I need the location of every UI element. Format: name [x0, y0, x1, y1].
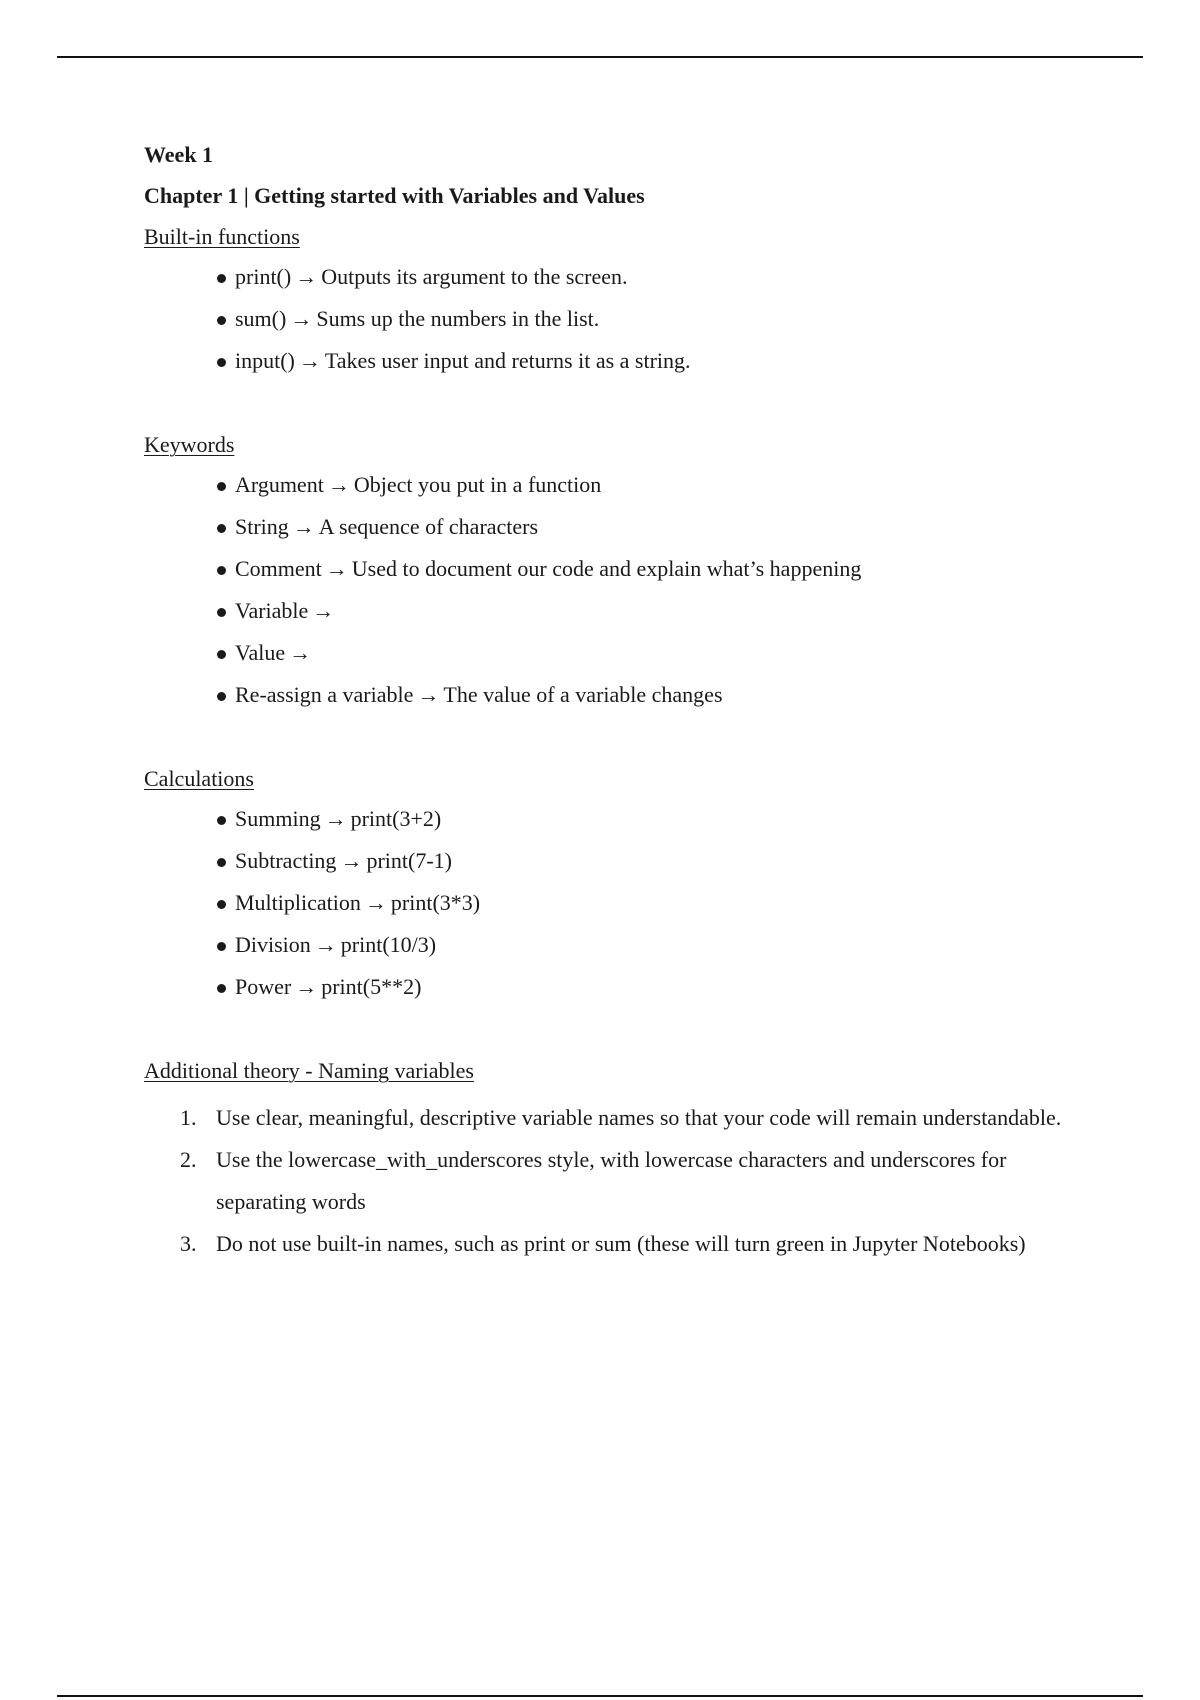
list-item [144, 804, 1104, 846]
item-description: Used to document our code and explain what’s happening [351, 556, 862, 581]
arrow-icon: → [295, 264, 318, 289]
chapter-heading: Chapter 1 | Getting started with Variables and Values [144, 183, 645, 208]
bottom-rule [57, 1695, 1143, 1697]
naming-list [144, 1097, 1104, 1265]
arrow-icon: → [290, 306, 313, 331]
calculations-list [144, 804, 1104, 1014]
list-item [144, 930, 1104, 972]
item-description: print(7-1) [366, 848, 452, 873]
numbered-item [144, 1223, 1076, 1265]
item-number: 3. [180, 1231, 197, 1256]
item-term: Re-assign a variable [235, 682, 414, 707]
item-term: Power [235, 974, 292, 999]
list-item [144, 846, 1104, 888]
document-body [144, 140, 1104, 1265]
arrow-icon: → [292, 514, 315, 539]
naming-title: Additional theory - Naming variables [144, 1058, 474, 1083]
item-term: Subtracting [235, 848, 337, 873]
item-text: Do not use built-in names, such as print or sum (these will turn green in Jupyter Notebooks) [216, 1231, 1026, 1256]
list-item [144, 512, 1104, 554]
list-item [144, 262, 1104, 304]
builtins-title: Built-in functions [144, 224, 300, 249]
item-term: String [235, 514, 289, 539]
list-item [144, 680, 1104, 722]
bullet-icon [217, 650, 226, 659]
bullet-icon [217, 900, 226, 909]
item-term: Argument [235, 472, 324, 497]
bullet-icon [217, 316, 226, 325]
numbered-item [144, 1139, 1076, 1223]
list-item [144, 554, 1104, 596]
bullet-icon [217, 358, 226, 367]
bullet-icon [217, 692, 226, 701]
builtins-section [144, 222, 1104, 388]
item-term: Summing [235, 806, 321, 831]
item-text: Use the lowercase_with_underscores style, with lowercase characters and underscores for separating words [216, 1147, 1007, 1214]
arrow-icon: → [324, 806, 347, 831]
arrow-icon: → [312, 598, 335, 623]
calculations-title: Calculations [144, 766, 254, 791]
list-item [144, 888, 1104, 930]
item-term: print() [235, 264, 292, 289]
top-rule [57, 56, 1143, 58]
arrow-icon: → [325, 556, 348, 581]
list-item [144, 304, 1104, 346]
calculations-section [144, 764, 1104, 1014]
item-term: Multiplication [235, 890, 361, 915]
item-term: Value [235, 640, 286, 665]
arrow-icon: → [340, 848, 363, 873]
arrow-icon: → [289, 640, 312, 665]
keywords-title: Keywords [144, 432, 235, 457]
item-term: Variable [235, 598, 309, 623]
item-description: A sequence of characters [318, 514, 539, 539]
item-description: Outputs its argument to the screen. [321, 264, 628, 289]
bullet-icon [217, 942, 226, 951]
numbered-item [144, 1097, 1076, 1139]
item-description: print(10/3) [340, 932, 437, 957]
bullet-icon [217, 608, 226, 617]
list-item [144, 596, 1104, 638]
item-description: Sums up the numbers in the list. [316, 306, 600, 331]
item-term: input() [235, 348, 295, 373]
list-item [144, 470, 1104, 512]
list-item [144, 346, 1104, 388]
item-description: Takes user input and returns it as a string. [324, 348, 691, 373]
arrow-icon: → [327, 472, 350, 497]
bullet-icon [217, 984, 226, 993]
arrow-icon: → [417, 682, 440, 707]
keywords-list [144, 470, 1104, 722]
naming-section [144, 1056, 1104, 1265]
arrow-icon: → [364, 890, 387, 915]
item-description: The value of a variable changes [443, 682, 723, 707]
bullet-icon [217, 274, 226, 283]
week-heading: Week 1 [144, 142, 214, 167]
item-term: Comment [235, 556, 322, 581]
arrow-icon: → [298, 348, 321, 373]
bullet-icon [217, 566, 226, 575]
list-item [144, 972, 1104, 1014]
bullet-icon [217, 524, 226, 533]
item-description: print(3*3) [390, 890, 481, 915]
bullet-icon [217, 816, 226, 825]
item-term: Division [235, 932, 311, 957]
item-description: Object you put in a function [353, 472, 602, 497]
list-item [144, 638, 1104, 680]
bullet-icon [217, 482, 226, 491]
arrow-icon: → [295, 974, 318, 999]
keywords-section [144, 430, 1104, 722]
arrow-icon: → [314, 932, 337, 957]
bullet-icon [217, 858, 226, 867]
item-term: sum() [235, 306, 287, 331]
item-description: print(5**2) [321, 974, 422, 999]
item-text: Use clear, meaningful, descriptive variable names so that your code will remain understandable. [216, 1105, 1062, 1130]
builtins-list [144, 262, 1104, 388]
item-number: 1. [180, 1105, 197, 1130]
item-number: 2. [180, 1147, 197, 1172]
item-description: print(3+2) [350, 806, 442, 831]
